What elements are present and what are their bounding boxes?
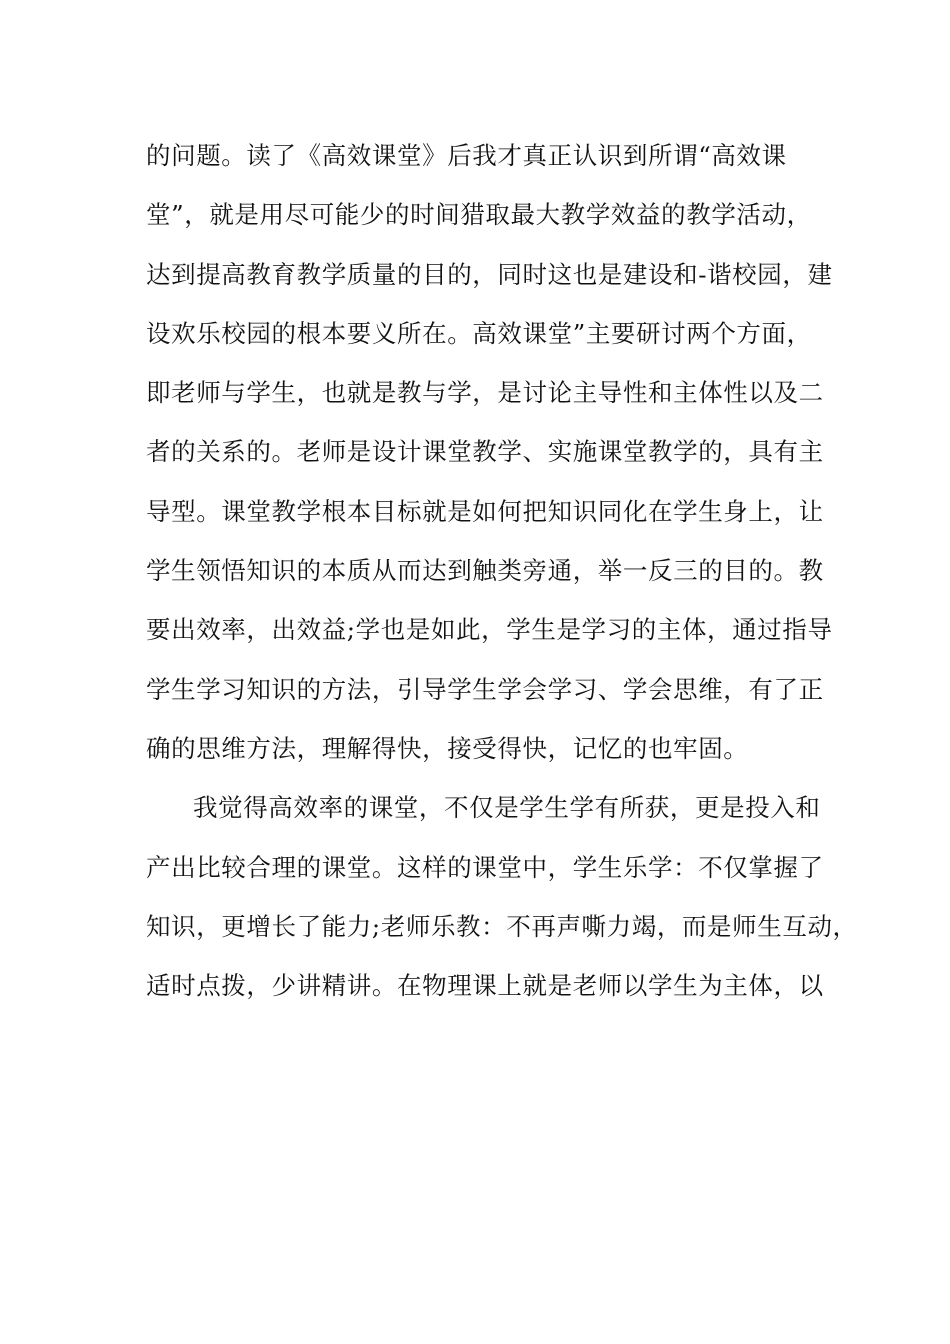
text-line: 达到提高教育教学质量的目的，同时这也是建设和-谐校园，建: [146, 259, 833, 289]
text-line: 设欢乐校园的根本要义所在。高效课堂”主要研讨两个方面，: [146, 318, 812, 348]
text-line: 即老师与学生，也就是教与学，是讨论主导性和主体性以及二: [146, 378, 824, 408]
text-line: 产出比较合理的课堂。这样的课堂中，学生乐学：不仅掌握了: [146, 852, 824, 882]
text-line: 学生学习知识的方法，引导学生学会学习、学会思维，有了正: [146, 674, 824, 704]
text-line: 学生领悟知识的本质从而达到触类旁通，举一反三的目的。教: [146, 556, 824, 586]
text-line: 知识，更增长了能力;老师乐教：不再声嘶力竭，而是师生互动，: [146, 911, 858, 941]
text-line: 适时点拨，少讲精讲。在物理课上就是老师以学生为主体，以: [146, 971, 824, 1001]
text-line: 堂”，就是用尽可能少的时间猎取最大教学效益的教学活动，: [146, 200, 812, 230]
text-line: 要出效率，出效益;学也是如此，学生是学习的主体，通过指导: [146, 615, 833, 645]
body-text: [146, 126, 858, 1015]
text-line: 者的关系的。老师是设计课堂教学、实施课堂教学的，具有主: [146, 437, 824, 467]
text-line: 的问题。读了《高效课堂》后我才真正认识到所谓“高效课: [146, 141, 787, 170]
text-line: 确的思维方法，理解得快，接受得快，记忆的也牢固。: [146, 733, 749, 763]
paragraph-start-line: 我觉得高效率的课堂，不仅是学生学有所获，更是投入和: [193, 793, 821, 823]
text-line: 导型。课堂教学根本目标就是如何把知识同化在学生身上，让: [146, 496, 824, 526]
